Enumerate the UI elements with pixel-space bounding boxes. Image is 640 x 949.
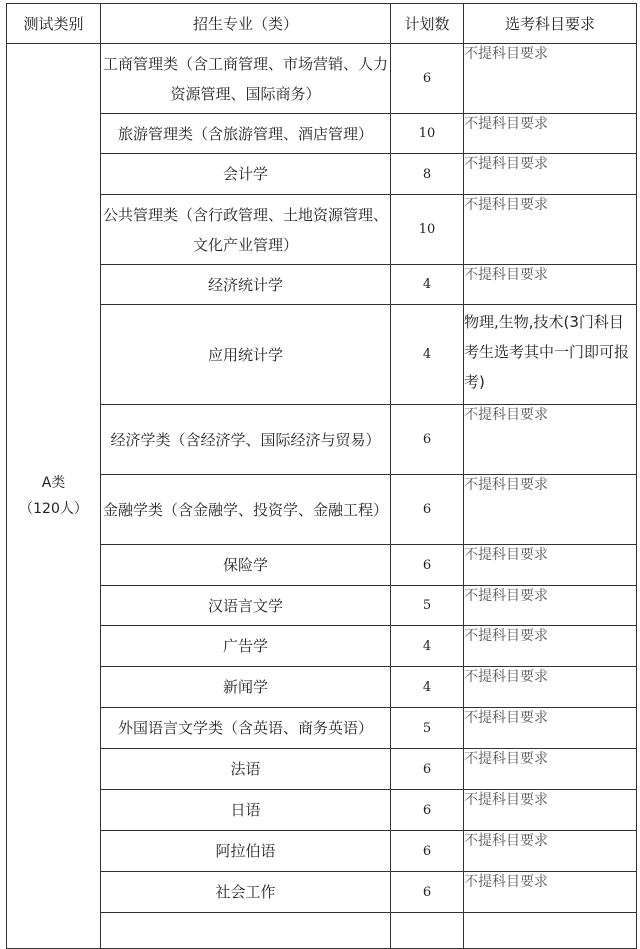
plan-cell: 6 [391,831,464,872]
major-cell: 保险学 [101,545,391,586]
requirement-cell: 不提科目要求 [464,872,637,913]
plan-cell: 6 [391,749,464,790]
header-row [7,4,637,44]
table-row [7,265,637,305]
major-cell: 会计学 [101,154,391,195]
major-cell: 经济学类（含经济学、国际经济与贸易） [101,405,391,475]
category-cell [7,44,101,949]
plan-cell: 5 [391,586,464,626]
requirement-cell: 不提科目要求 [464,586,637,626]
major-cell: 外国语言文学类（含英语、商务英语） [101,708,391,749]
table-row [7,749,637,790]
major-cell: 公共管理类（含行政管理、土地资源管理、文化产业管理） [101,195,391,265]
table-row [7,708,637,749]
plan-cell: 6 [391,405,464,475]
major-cell: 阿拉伯语 [101,831,391,872]
plan-cell: 8 [391,154,464,195]
plan-cell: 6 [391,475,464,545]
plan-cell: 4 [391,265,464,305]
table-row [7,586,637,626]
table-row [7,475,637,545]
major-cell: 旅游管理类（含旅游管理、酒店管理） [101,114,391,154]
category-count: （120人） [19,501,88,517]
major-cell: 金融学类（含金融学、投资学、金融工程） [101,475,391,545]
major-cell: 法语 [101,749,391,790]
major-cell: 应用统计学 [101,305,391,405]
table-row [7,831,637,872]
requirement-cell: 不提科目要求 [464,475,637,545]
requirement-cell: 不提科目要求 [464,626,637,667]
table-row [7,872,637,913]
plan-cell: 10 [391,195,464,265]
requirement-cell: 不提科目要求 [464,154,637,195]
plan-cell-empty [391,913,464,949]
plan-cell: 4 [391,305,464,405]
requirement-cell: 不提科目要求 [464,405,637,475]
plan-cell: 6 [391,790,464,831]
major-cell: 日语 [101,790,391,831]
plan-cell: 10 [391,114,464,154]
table-row [7,405,637,475]
requirement-cell: 物理,生物,技术(3门科目考生选考其中一门即可报考) [464,305,637,405]
table-row [7,790,637,831]
major-cell: 新闻学 [101,667,391,708]
category-name: A类 [41,475,66,491]
table-row [7,667,637,708]
major-cell: 汉语言文学 [101,586,391,626]
plan-cell: 6 [391,545,464,586]
major-cell-empty [101,913,391,949]
requirement-cell: 不提科目要求 [464,749,637,790]
admission-plan-table [6,3,637,949]
table-row [7,154,637,195]
header-category: 测试类别 [7,4,101,44]
table-row [7,545,637,586]
major-cell: 社会工作 [101,872,391,913]
plan-cell: 6 [391,872,464,913]
table-row [7,913,637,949]
header-major: 招生专业（类） [101,4,391,44]
requirement-cell: 不提科目要求 [464,667,637,708]
table-row [7,626,637,667]
table-row [7,44,637,114]
requirement-cell: 不提科目要求 [464,545,637,586]
plan-cell: 5 [391,708,464,749]
requirement-cell: 不提科目要求 [464,44,637,114]
major-cell: 工商管理类（含工商管理、市场营销、人力资源管理、国际商务） [101,44,391,114]
requirement-cell: 不提科目要求 [464,265,637,305]
requirement-cell: 不提科目要求 [464,831,637,872]
requirement-cell: 不提科目要求 [464,708,637,749]
major-cell: 广告学 [101,626,391,667]
plan-cell: 6 [391,44,464,114]
requirement-cell-empty [464,913,637,949]
header-plan: 计划数 [391,4,464,44]
table-row [7,114,637,154]
plan-cell: 4 [391,667,464,708]
plan-cell: 4 [391,626,464,667]
major-cell: 经济统计学 [101,265,391,305]
table-row [7,195,637,265]
requirement-cell: 不提科目要求 [464,195,637,265]
header-requirement: 选考科目要求 [464,4,637,44]
requirement-cell: 不提科目要求 [464,790,637,831]
requirement-cell: 不提科目要求 [464,114,637,154]
table-row [7,305,637,405]
